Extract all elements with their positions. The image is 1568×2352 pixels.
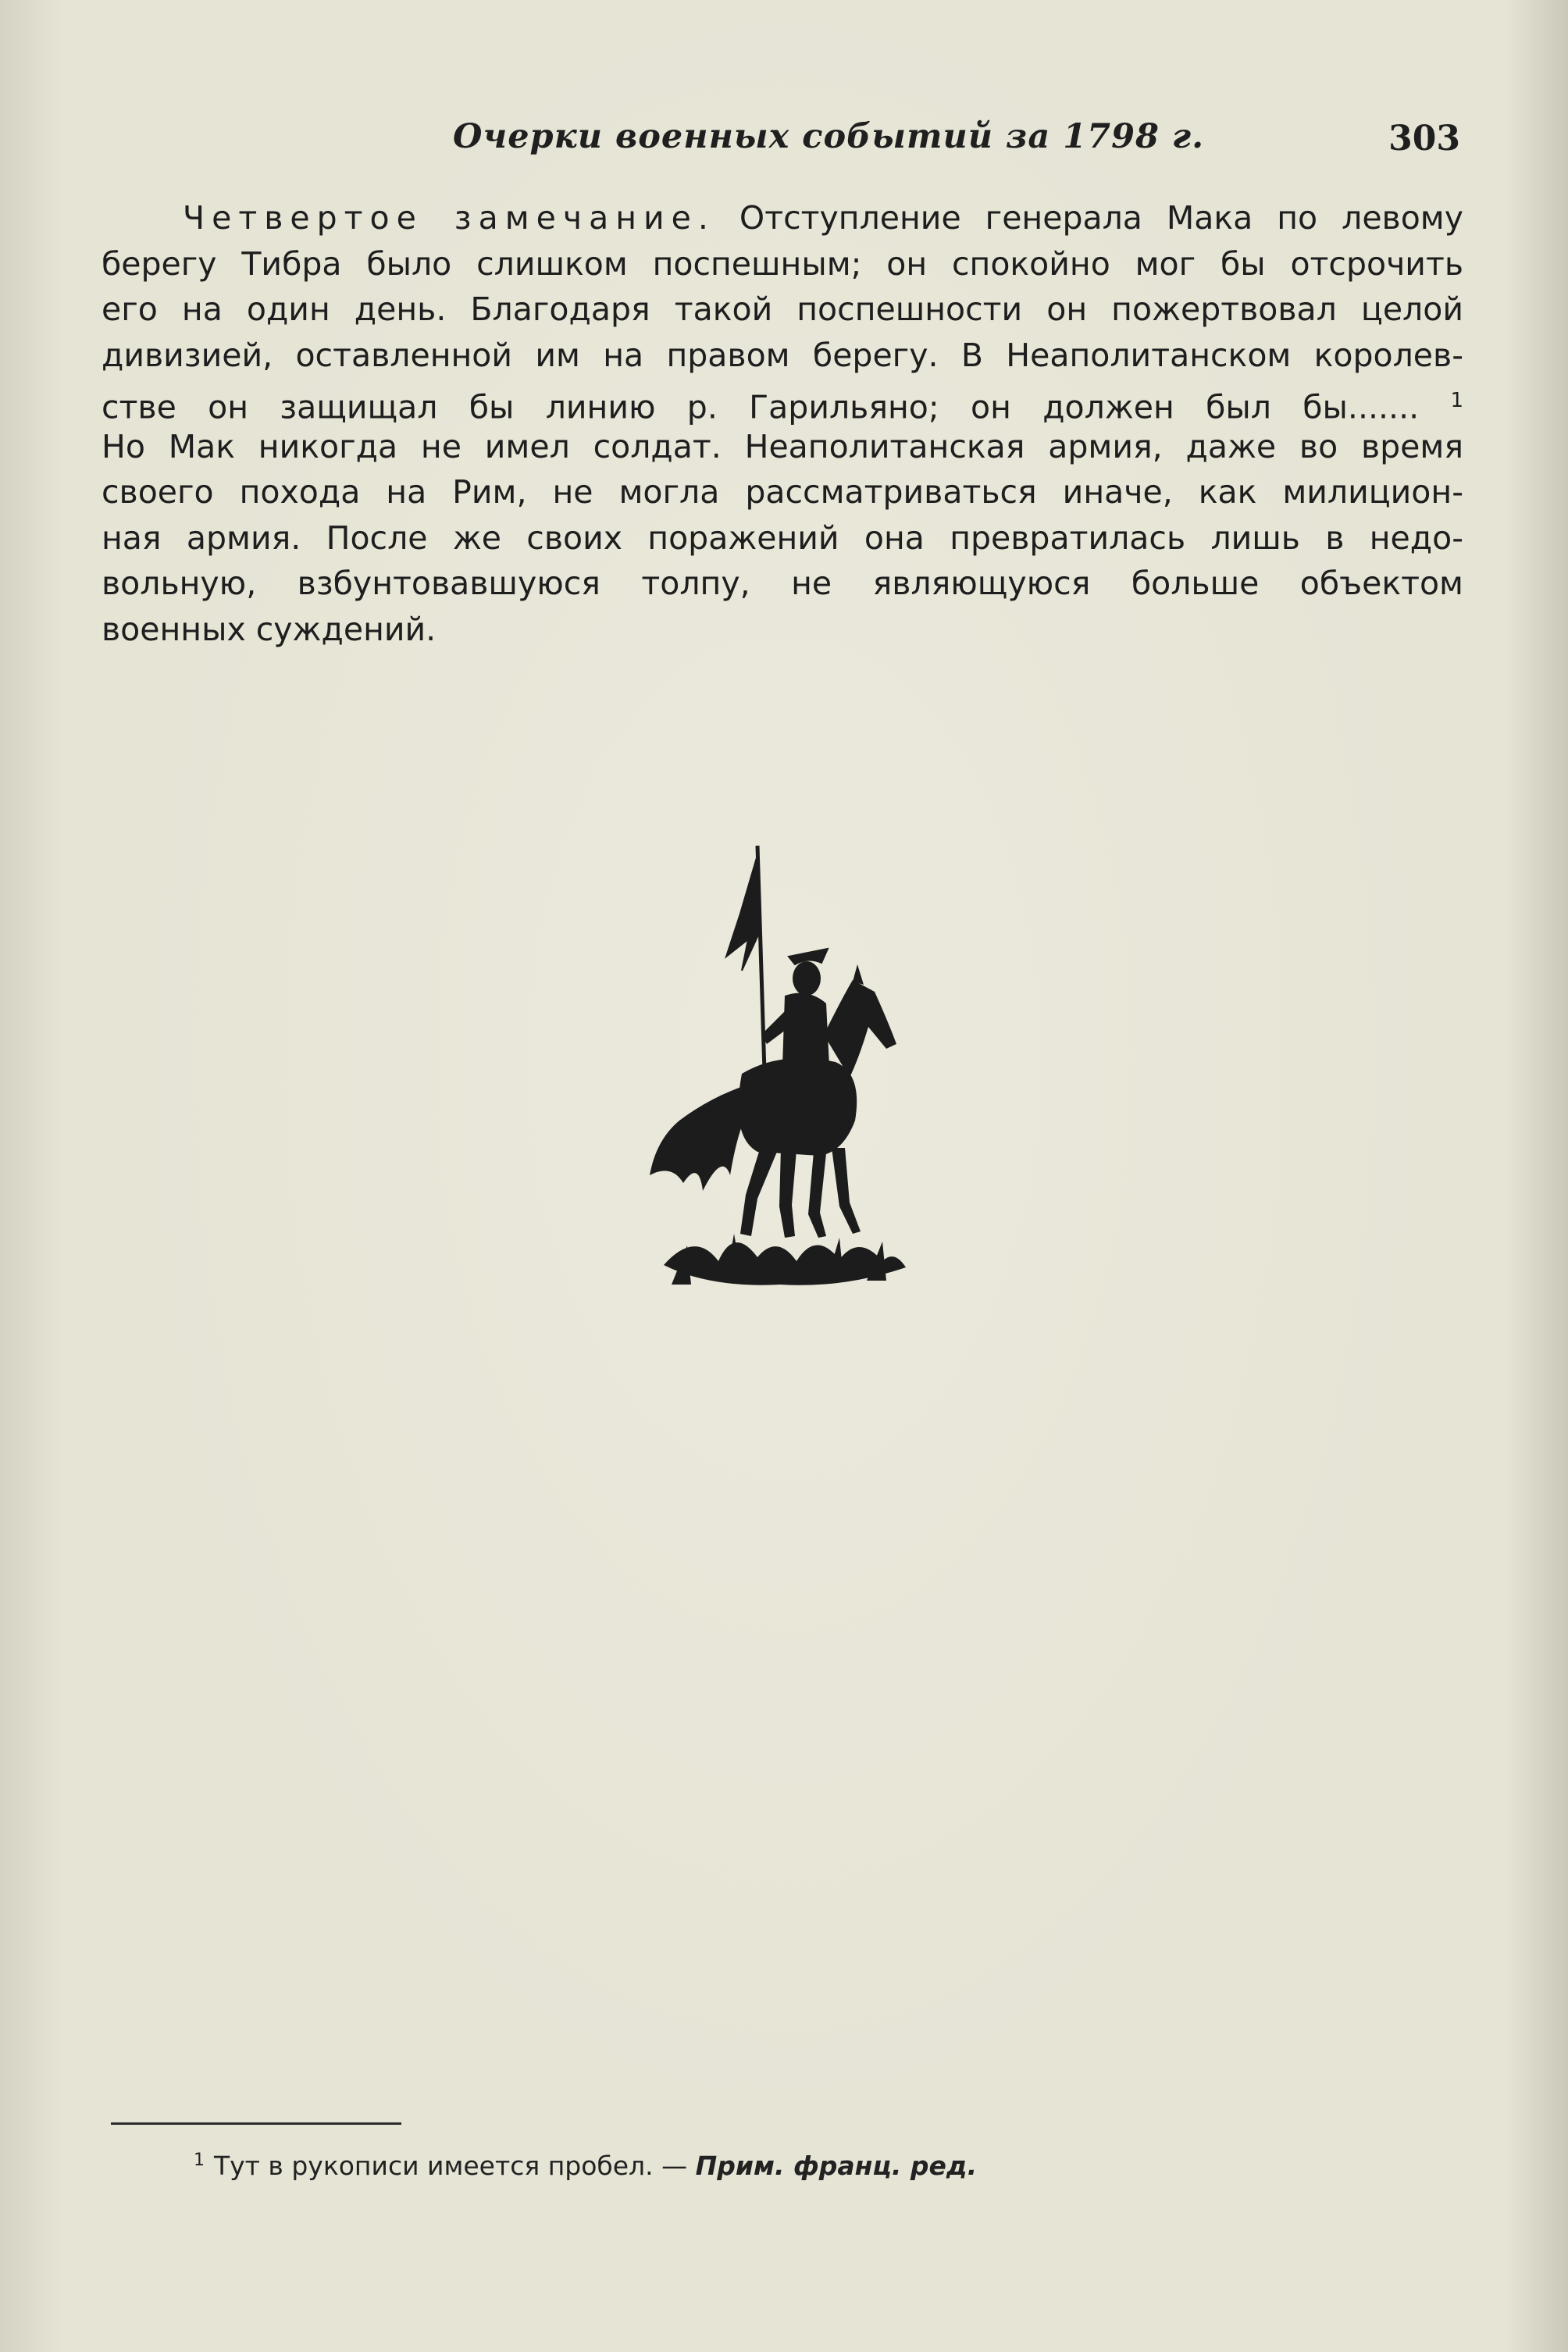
text-line-1 [102,195,1463,241]
text-line-4: дивизией, оставленной им на правом берегу. В Неаполитанском королев- [102,336,1463,374]
running-title: Очерки военных событий за 1798 г. [453,117,1205,156]
text-line-5-text: стве он защищал бы линию р. Гарильяно; он должен был бы....... [102,388,1420,426]
footnote-mark: 1 [194,2151,205,2170]
text-line-2: берегу Тибра было слишком поспешным; он спокойно мог бы отсрочить [102,244,1463,283]
text-line-1-rest: Отступление генерала Мака по левому [739,199,1463,237]
footnote-text: Тут в рукописи имеется пробел. — [214,2151,688,2181]
footnote [194,2151,977,2181]
footnote-reference: 1 [1450,389,1463,412]
page-header [102,117,1460,164]
text-line-6: Но Мак никогда не имел солдат. Неаполитанская армия, даже во время [102,427,1463,465]
text-line-5 [102,378,1463,424]
text-line-3: его на один день. Благодаря такой поспешности он пожертвовал целой [102,290,1463,328]
footnote-editor-note: Прим. франц. ред. [695,2151,978,2181]
page-number: 303 [1388,119,1460,159]
text-line-10: военных суждений. [102,610,437,648]
horseman-with-banner-icon [648,839,914,1296]
main-paragraph [102,195,1463,652]
remark-lead: Четвертое замечание. [183,199,715,237]
text-line-7: своего похода на Рим, не могла рассматриваться иначе, как милицион- [102,473,1463,511]
text-line-9: вольную, взбунтовавшуюся толпу, не являющуюся больше объектом [102,565,1463,602]
footnote-separator [111,2122,401,2125]
text-line-8: ная армия. После же своих поражений она превратилась лишь в недо- [102,519,1463,557]
